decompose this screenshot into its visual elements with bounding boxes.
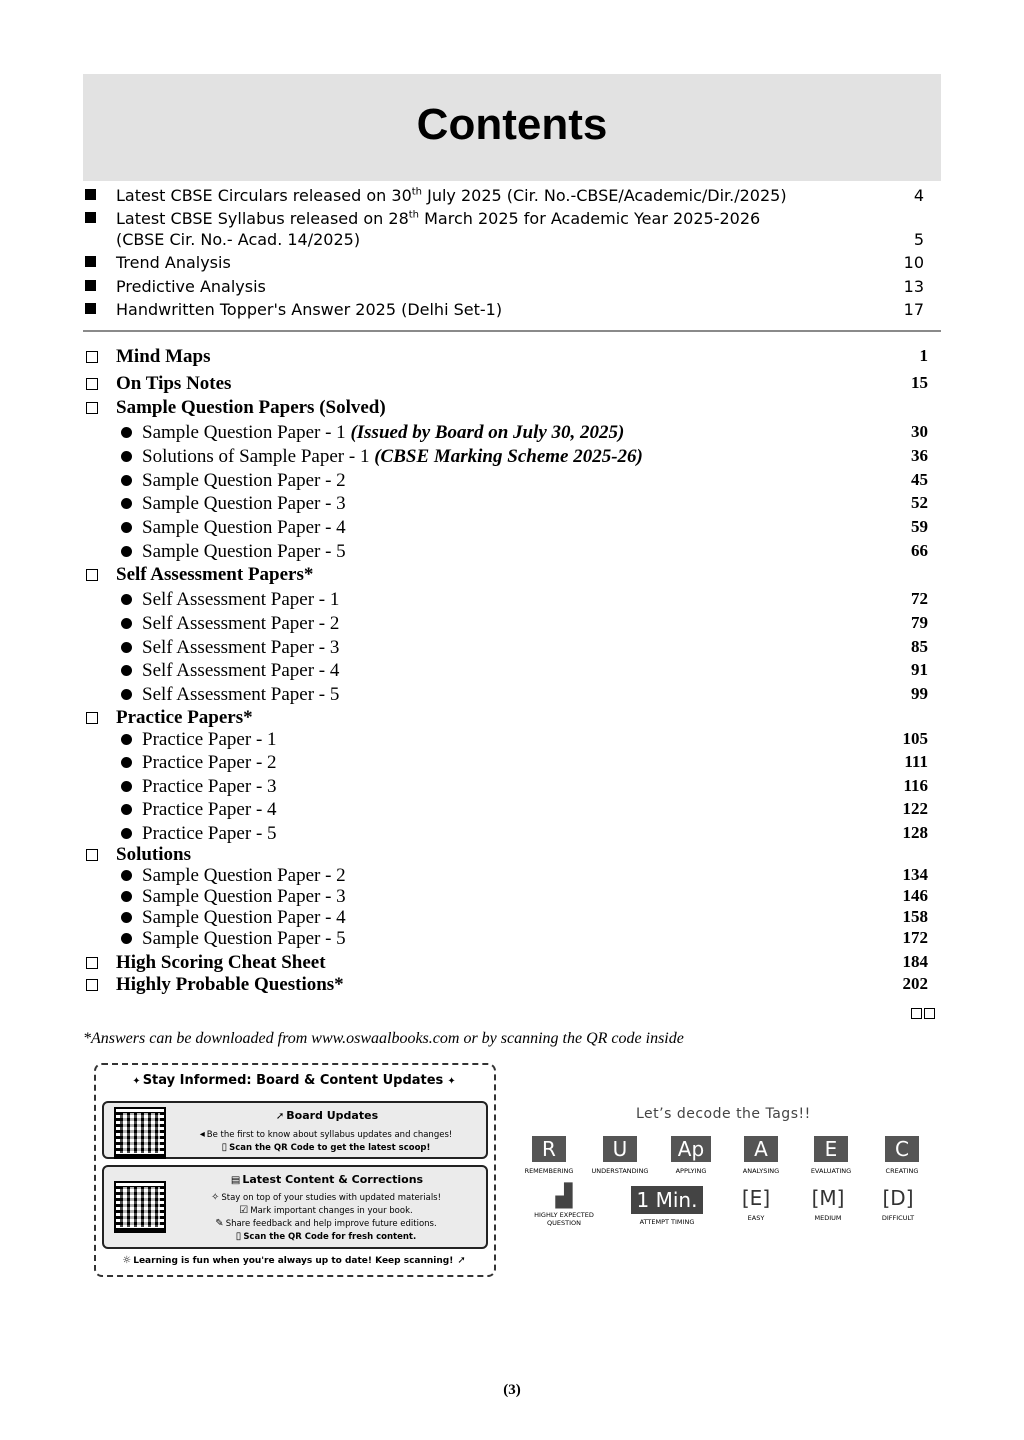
page-ref: 85: [911, 637, 928, 656]
bullet-dot-icon: [121, 891, 132, 902]
megaphone-icon: ◂: [199, 1129, 205, 1140]
list-item: Practice Paper - 2 111: [83, 752, 941, 776]
bullet-dot-icon: [121, 870, 132, 881]
checkbox-square-icon: [86, 849, 98, 861]
page-ref: 10: [903, 253, 924, 272]
list-item: Sample Question Paper - 3 146: [83, 886, 941, 910]
list-item: Practice Paper - 1 105: [83, 729, 941, 753]
page-ref: 45: [911, 470, 928, 489]
end-mark-icon: [911, 1006, 937, 1024]
list-item: Self Assessment Paper - 2 79: [83, 613, 941, 637]
tag-understanding: U UNDERSTANDING: [591, 1137, 649, 1175]
tag-easy: [E] EASY: [741, 1186, 771, 1222]
page-ref: 1: [919, 346, 928, 365]
bar-chart-icon: ▟: [555, 1184, 573, 1209]
page-ref: 17: [903, 300, 924, 319]
list-item: Sample Question Paper - 2 134: [83, 865, 941, 889]
checkbox-square-icon: [86, 378, 98, 390]
bullet-dot-icon: [121, 781, 132, 792]
page-ref: 72: [911, 589, 928, 608]
qr-code-icon[interactable]: [114, 1181, 166, 1233]
contents-header: [83, 74, 941, 181]
bullet-dot-icon: [121, 757, 132, 768]
checkbox-square-icon: [86, 712, 98, 724]
page-ref: 172: [902, 928, 928, 947]
checkbox-square-icon: [86, 569, 98, 581]
tag-highly-expected: ▟ HIGHLY EXPECTED QUESTION: [522, 1184, 606, 1227]
party-popper-icon: ✦: [132, 1076, 141, 1087]
tags-title: Let’s decode the Tags!!: [636, 1106, 811, 1122]
entry-hpq: Highly Probable Questions* 202: [83, 974, 941, 998]
list-item: Sample Question Paper - 4 59: [83, 517, 941, 541]
tag-applying: Ap APPLYING: [658, 1136, 724, 1175]
list-item: Self Assessment Paper - 3 85: [83, 637, 941, 661]
page-ref: 134: [902, 865, 928, 884]
top-entry-circulars: Latest CBSE Circulars released on 30th July 2025 (Cir. No.-CBSE/Academic/Dir./2025) 4: [83, 186, 941, 206]
bullet-dot-icon: [121, 642, 132, 653]
list-item: Self Assessment Paper - 5 99: [83, 684, 941, 708]
rocket-icon: ➚: [275, 1111, 285, 1122]
top-entry-topper: Handwritten Topper's Answer 2025 (Delhi Set-1) 17: [83, 300, 941, 320]
square-bullet-icon: [85, 280, 96, 291]
footnote: *Answers can be downloaded from www.oswaalbooks.com or by scanning the QR code inside: [83, 1030, 684, 1047]
bullet-dot-icon: [121, 475, 132, 486]
page-ref: 13: [903, 277, 924, 296]
pencil-icon: ✎: [215, 1218, 224, 1229]
tag-creating: C CREATING: [885, 1137, 919, 1175]
square-bullet-icon: [85, 189, 96, 200]
page-ref: 184: [902, 952, 928, 971]
top-entry-syllabus: Latest CBSE Syllabus released on 28th March 2025 for Academic Year 2025-2026 (CBSE Cir. No.- Acad. 14/2025) 5: [83, 209, 941, 253]
content-updates-box: ▤ Latest Content & Corrections ✧ Stay on top of your studies with updated materials! ☑ Mark important changes in your book. ✎ Share feedback and help improve future editions. ▯ Scan the QR Code for fresh content.: [102, 1165, 488, 1249]
bullet-dot-icon: [121, 828, 132, 839]
qr-code-icon[interactable]: [114, 1107, 166, 1159]
tag-remembering: R REMEMBERING: [524, 1137, 574, 1175]
check-icon: ☑: [239, 1205, 249, 1216]
bullet-dot-icon: [121, 933, 132, 944]
square-bullet-icon: [85, 303, 96, 314]
updates-panel: ✦ Stay Informed: Board & Content Updates ✦ ➚ Board Updates ◂ Be the first to know about syllabus updates and changes! ▯ Scan the QR Code to get the latest scoop! ▤ Latest Content & Corrections ✧ Stay on top of your studies with updated materials! ☑ Mark important changes in your book. ✎ Share feedback and help improve future editions. ▯ Scan the QR Code for fresh content. ☼ Learning is fun when you're always up to date! Keep scanning! ➚: [94, 1063, 496, 1277]
rocket-icon: ➚: [457, 1255, 466, 1266]
page-title: Contents: [416, 100, 608, 149]
checkbox-square-icon: [86, 402, 98, 414]
list-item: Practice Paper - 3 116: [83, 776, 941, 800]
list-item: Sample Question Paper - 2 45: [83, 470, 941, 494]
page-ref: 30: [911, 422, 928, 441]
page-ref: 105: [902, 729, 928, 748]
page-ref: 99: [911, 684, 928, 703]
page-ref: 5: [913, 230, 924, 249]
page-ref: 91: [911, 660, 928, 679]
bullet-dot-icon: [121, 665, 132, 676]
top-entry-trend: Trend Analysis 10: [83, 253, 941, 273]
bullet-dot-icon: [121, 594, 132, 605]
page-ref: 79: [911, 613, 928, 632]
list-item: Sample Question Paper - 5 66: [83, 541, 941, 565]
page-ref: 122: [902, 799, 928, 818]
bullet-dot-icon: [121, 912, 132, 923]
page-ref: 202: [902, 974, 928, 993]
bullet-dot-icon: [121, 618, 132, 629]
tag-difficult: [D] DIFFICULT: [881, 1186, 915, 1222]
bullet-dot-icon: [121, 546, 132, 557]
page-ref: 66: [911, 541, 928, 560]
entry-cheat-sheet: High Scoring Cheat Sheet 184: [83, 952, 941, 976]
checkbox-square-icon: [86, 979, 98, 991]
entry-sap-heading: Self Assessment Papers*: [83, 564, 941, 588]
page-ref: 15: [911, 373, 928, 392]
list-item: Practice Paper - 4 122: [83, 799, 941, 823]
checkbox-square-icon: [86, 351, 98, 363]
bullet-dot-icon: [121, 804, 132, 815]
square-bullet-icon: [85, 256, 96, 267]
entry-tips-notes: On Tips Notes 15: [83, 373, 941, 397]
tag-analysing: A ANALYSING: [742, 1137, 780, 1175]
lightbulb-icon: ☼: [122, 1255, 132, 1266]
bullet-dot-icon: [121, 427, 132, 438]
tag-medium: [M] MEDIUM: [811, 1186, 845, 1222]
entry-solutions-heading: Solutions: [83, 844, 941, 868]
entry-sqp-heading: Sample Question Papers (Solved): [83, 397, 941, 421]
bullet-dot-icon: [121, 734, 132, 745]
page-ref: 59: [911, 517, 928, 536]
list-item: Sample Question Paper - 4 158: [83, 907, 941, 931]
entry-pp-heading: Practice Papers*: [83, 707, 941, 731]
entry-mind-maps: Mind Maps 1: [83, 346, 941, 370]
bullet-dot-icon: [121, 498, 132, 509]
top-entry-predictive: Predictive Analysis 13: [83, 277, 941, 297]
square-bullet-icon: [85, 212, 96, 223]
page-number: (3): [503, 1382, 521, 1398]
list-item: Sample Question Paper - 5 172: [83, 928, 941, 952]
list-item: Sample Question Paper - 3 52: [83, 493, 941, 517]
bullet-dot-icon: [121, 522, 132, 533]
section-divider: [83, 330, 941, 332]
page-ref: 4: [913, 186, 924, 205]
list-item: Sample Question Paper - 1 (Issued by Board on July 30, 2025) 30: [83, 422, 941, 446]
phone-icon: ▯: [235, 1231, 242, 1242]
list-item: Self Assessment Paper - 4 91: [83, 660, 941, 684]
page-ref: 158: [902, 907, 928, 926]
page-ref: 116: [903, 776, 928, 795]
page-ref: 146: [902, 886, 928, 905]
list-item: Practice Paper - 5 128: [83, 823, 941, 847]
list-item: Solutions of Sample Paper - 1 (CBSE Marking Scheme 2025-26) 36: [83, 446, 941, 470]
board-updates-box: ➚ Board Updates ◂ Be the first to know about syllabus updates and changes! ▯ Scan the QR Code to get the latest scoop!: [102, 1101, 488, 1159]
checkbox-square-icon: [86, 957, 98, 969]
list-item: Self Assessment Paper - 1 72: [83, 589, 941, 613]
page-ref: 36: [911, 446, 928, 465]
bullet-dot-icon: [121, 689, 132, 700]
page-ref: 128: [902, 823, 928, 842]
party-popper-icon: ✦: [447, 1076, 456, 1087]
phone-icon: ▯: [221, 1142, 228, 1153]
page-ref: 52: [911, 493, 928, 512]
page-ref: 111: [904, 752, 928, 771]
tag-attempt-timing: 1 Min. ATTEMPT TIMING: [620, 1186, 714, 1226]
sparkles-icon: ✧: [210, 1192, 220, 1203]
tag-evaluating: E EVALUATING: [810, 1137, 852, 1175]
bullet-dot-icon: [121, 451, 132, 462]
books-icon: ▤: [230, 1175, 241, 1186]
